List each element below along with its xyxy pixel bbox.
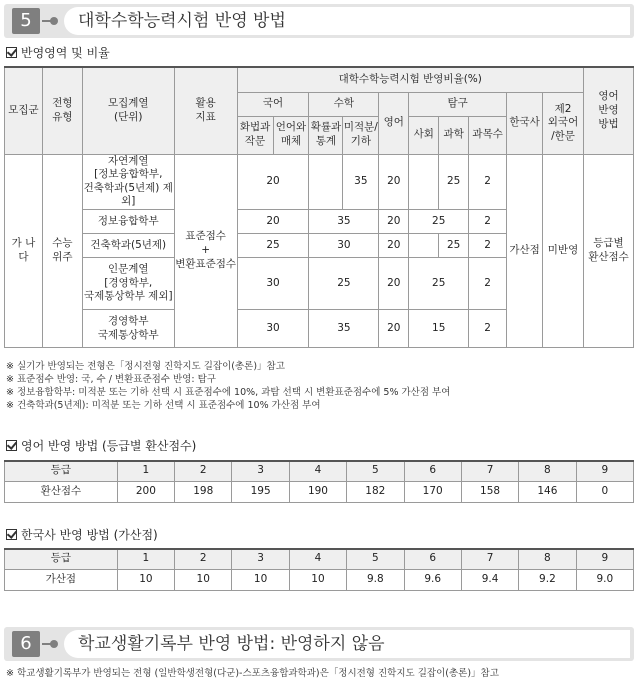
header-group: 모집군 — [5, 67, 43, 154]
notes-block — [6, 360, 450, 412]
table-row — [5, 569, 634, 590]
value-cell: 200 — [117, 481, 174, 502]
cell-count: 2 — [469, 310, 507, 348]
header-foreign: 제2 외국어 /한문 — [543, 92, 584, 154]
header-grade: 등급 — [5, 461, 118, 481]
cell-math: 25 — [309, 258, 379, 310]
grade-cell: 2 — [175, 461, 232, 481]
grade-cell: 8 — [519, 461, 576, 481]
header-history: 한국사 — [507, 92, 543, 154]
cell-korean: 30 — [237, 258, 309, 310]
checkbox-icon — [6, 529, 17, 540]
value-cell: 9.6 — [404, 569, 461, 590]
history-table — [4, 548, 634, 591]
english-table — [4, 460, 634, 503]
grade-cell: 6 — [404, 549, 461, 569]
cell-inquiry: 25 — [409, 258, 469, 310]
grade-cell: 7 — [461, 461, 518, 481]
cell-inquiry: 15 — [409, 310, 469, 348]
header-ratio: 대학수학능력시험 반영비율(%) — [237, 67, 583, 92]
cell-math: 30 — [309, 234, 379, 258]
cell-math-stats — [309, 154, 343, 210]
grade-cell: 1 — [117, 461, 174, 481]
header-korean-media: 언어와 매체 — [273, 116, 309, 154]
value-cell: 9.4 — [461, 569, 518, 590]
note-line: ※ 실기가 반영되는 전형은「정시전형 진학지도 길잡이(총론)」참고 — [6, 361, 285, 372]
subheading-label: 한국사 반영 방법 (가산점) — [21, 528, 158, 542]
cell-math-calculus: 35 — [343, 154, 379, 210]
grade-cell: 9 — [576, 461, 633, 481]
cell-korean: 30 — [237, 310, 309, 348]
value-cell: 10 — [232, 569, 289, 590]
cell-unit: 인문계열 [경영학부, 국제통상학부 제외] — [82, 258, 174, 310]
header-grade: 등급 — [5, 549, 118, 569]
value-cell: 195 — [232, 481, 289, 502]
value-cell: 182 — [347, 481, 404, 502]
cell-type: 수능 위주 — [42, 154, 82, 348]
grade-cell: 8 — [519, 549, 576, 569]
value-cell: 0 — [576, 481, 633, 502]
section-title: 학교생활기록부 반영 방법: 반영하지 않음 — [64, 630, 630, 658]
cell-korean: 25 — [237, 234, 309, 258]
cell-group: 가 나 다 — [5, 154, 43, 348]
value-cell: 198 — [175, 481, 232, 502]
grade-cell: 2 — [175, 549, 232, 569]
header-math-stats: 확률과 통계 — [309, 116, 343, 154]
header-unit: 모집계열 (단위) — [82, 67, 174, 154]
section-number: 5 — [12, 8, 40, 34]
cell-korean: 20 — [237, 154, 309, 210]
note-section-6: ※ 학교생활기록부가 반영되는 전형 (일반학생전형(다군)-스포츠융합과학과)은「정시전형 진학지도 길잡이(총론)」참고 — [6, 668, 499, 679]
cell-unit: 정보융합학부 — [82, 210, 174, 234]
header-science: 과학 — [439, 116, 469, 154]
cell-inquiry: 25 — [409, 210, 469, 234]
header-inquiry: 탐구 — [409, 92, 507, 116]
row-label: 환산점수 — [5, 481, 118, 502]
cell-english: 20 — [379, 258, 409, 310]
cell-count: 2 — [469, 234, 507, 258]
cell-count: 2 — [469, 258, 507, 310]
section-bullet — [50, 17, 58, 25]
value-cell: 9.0 — [576, 569, 633, 590]
grade-cell: 4 — [289, 549, 346, 569]
header-korean-writing: 화법과 작문 — [237, 116, 273, 154]
cell-foreign: 미반영 — [543, 154, 584, 348]
table-row — [5, 154, 634, 210]
checkbox-icon — [6, 47, 17, 58]
subheading-label: 반영영역 및 비율 — [21, 46, 110, 60]
header-math: 수학 — [309, 92, 379, 116]
cell-index: 표준점수 + 변환표준점수 — [174, 154, 237, 348]
header-english: 영어 — [379, 92, 409, 154]
cell-science: 25 — [439, 154, 469, 210]
header-english-method: 영어 반영 방법 — [583, 67, 633, 154]
subheading-history — [6, 526, 158, 543]
cell-english: 20 — [379, 310, 409, 348]
cell-english: 20 — [379, 154, 409, 210]
cell-count: 2 — [469, 154, 507, 210]
note-line: ※ 정보융합학부: 미적분 또는 기하 선택 시 표준점수에 10%, 과탐 선택 시 변환표준점수에 5% 가산점 부여 — [6, 387, 451, 398]
table-row — [5, 481, 634, 502]
note-line: ※ 표준점수 반영: 국, 수 / 변환표준점수 반영: 탐구 — [6, 374, 216, 385]
grade-cell: 5 — [347, 461, 404, 481]
value-cell: 10 — [175, 569, 232, 590]
header-math-calculus: 미적분/ 기하 — [343, 116, 379, 154]
subheading-english — [6, 437, 196, 454]
cell-science: 25 — [439, 234, 469, 258]
value-cell: 146 — [519, 481, 576, 502]
cell-social — [409, 154, 439, 210]
header-index: 활용 지표 — [174, 67, 237, 154]
header-type: 전형 유형 — [42, 67, 82, 154]
cell-math: 35 — [309, 210, 379, 234]
grade-cell: 7 — [461, 549, 518, 569]
note-line: ※ 건축학과(5년제): 미적분 또는 기하 선택 시 표준점수에 10% 가산점 부여 — [6, 400, 321, 411]
cell-math: 35 — [309, 310, 379, 348]
section-bullet — [50, 640, 58, 648]
cell-english-method: 등급별 환산점수 — [583, 154, 633, 348]
cell-unit: 건축학과(5년제) — [82, 234, 174, 258]
subheading-ratio — [6, 44, 110, 61]
grade-cell: 6 — [404, 461, 461, 481]
cell-english: 20 — [379, 234, 409, 258]
value-cell: 190 — [289, 481, 346, 502]
cell-korean: 20 — [237, 210, 309, 234]
value-cell: 10 — [117, 569, 174, 590]
cell-count: 2 — [469, 210, 507, 234]
grade-cell: 1 — [117, 549, 174, 569]
header-korean: 국어 — [237, 92, 309, 116]
cell-history: 가산점 — [507, 154, 543, 348]
value-cell: 170 — [404, 481, 461, 502]
value-cell: 9.8 — [347, 569, 404, 590]
section-6-header — [4, 627, 634, 661]
value-cell: 158 — [461, 481, 518, 502]
checkbox-icon — [6, 440, 17, 451]
cell-english: 20 — [379, 210, 409, 234]
cell-social — [409, 234, 439, 258]
row-label: 가산점 — [5, 569, 118, 590]
value-cell: 9.2 — [519, 569, 576, 590]
subheading-label: 영어 반영 방법 (등급별 환산점수) — [21, 439, 197, 453]
cell-unit: 자연계열 [정보융합학부, 건축학과(5년제) 제외] — [82, 154, 174, 210]
grade-cell: 3 — [232, 549, 289, 569]
cell-unit: 경영학부 국제통상학부 — [82, 310, 174, 348]
grade-cell: 5 — [347, 549, 404, 569]
main-ratio-table — [4, 66, 634, 348]
grade-cell: 3 — [232, 461, 289, 481]
grade-cell: 9 — [576, 549, 633, 569]
section-5-header — [4, 4, 634, 38]
header-social: 사회 — [409, 116, 439, 154]
section-title: 대학수학능력시험 반영 방법 — [64, 7, 630, 35]
value-cell: 10 — [289, 569, 346, 590]
grade-cell: 4 — [289, 461, 346, 481]
section-number: 6 — [12, 631, 40, 657]
header-subject-count: 과목수 — [469, 116, 507, 154]
